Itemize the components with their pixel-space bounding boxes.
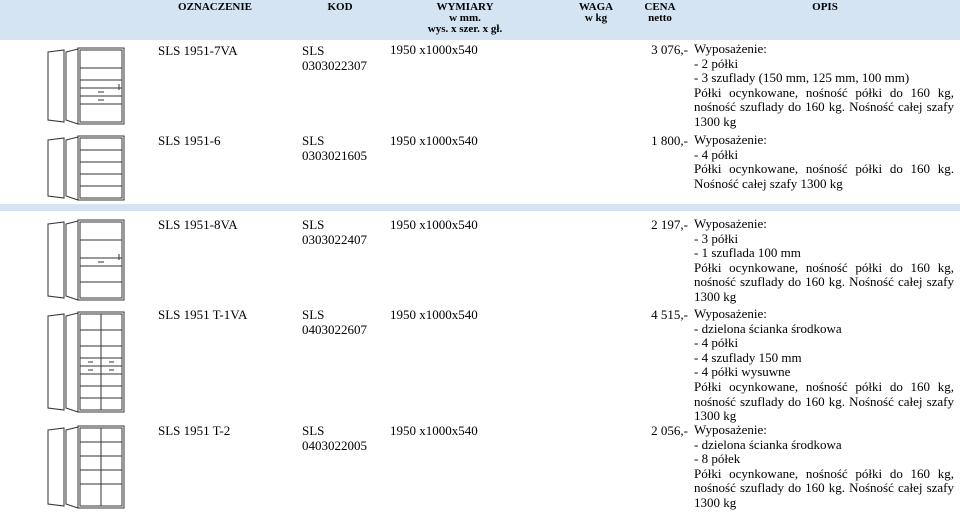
product-price: 2 056,- xyxy=(651,423,688,438)
product-code-prefix: SLS xyxy=(302,217,325,232)
product-price: 4 515,- xyxy=(651,307,688,322)
product-code-prefix: SLS xyxy=(302,423,325,438)
col-header-wymiary-line1: WYMIARY xyxy=(436,1,494,13)
col-header-cena-line1: CENA xyxy=(644,1,676,13)
desc-line: nośność szuflady do 160 kg. Nośność całej szafy xyxy=(694,393,954,409)
desc-line: 1300 kg xyxy=(694,494,737,510)
product-code xyxy=(302,307,367,337)
desc-line: 1300 kg xyxy=(694,288,737,304)
desc-line: - dzielona ścianka środkowa xyxy=(694,320,842,336)
product-name: SLS 1951-7VA xyxy=(158,43,238,58)
product-code-number: 0303022407 xyxy=(302,232,367,247)
product-row xyxy=(0,304,960,424)
desc-line: - 4 półki xyxy=(694,146,739,162)
product-code-number: 0403022607 xyxy=(302,322,367,337)
desc-line: - 4 półki xyxy=(694,335,739,351)
cabinet-drawer-icon xyxy=(46,218,126,302)
product-dimensions: 1950 x1000x540 xyxy=(390,133,478,148)
col-header-opis: OPIS xyxy=(812,1,838,13)
col-header-wymiary-line2: w mm. xyxy=(449,12,481,24)
product-name: SLS 1951-6 xyxy=(158,133,221,148)
desc-line: - 3 szuflady (150 mm, 125 mm, 100 mm) xyxy=(694,70,910,86)
desc-line: - 8 półek xyxy=(694,451,741,467)
desc-line: Nośność całej szafy 1300 kg xyxy=(694,175,843,191)
cabinet-shelves-icon xyxy=(46,134,126,202)
col-header-waga-line2: w kg xyxy=(584,12,608,24)
desc-line: nośność szuflady do 160 kg. Nośność całej szafy xyxy=(694,274,954,290)
desc-line: Półki ocynkowane, nośność półki do 160 kg, xyxy=(694,465,954,481)
product-dimensions: 1950 x1000x540 xyxy=(390,42,478,57)
product-name: SLS 1951-8VA xyxy=(158,217,238,232)
section-divider xyxy=(0,204,960,211)
desc-line: Półki ocynkowane, nośność półki do 160 kg, xyxy=(694,84,954,100)
product-dimensions: 1950 x1000x540 xyxy=(390,307,478,322)
product-price: 1 800,- xyxy=(651,133,688,148)
desc-line: 1300 kg xyxy=(694,408,737,424)
desc-line: nośność szuflady do 160 kg. Nośność całej szafy xyxy=(694,99,954,115)
product-price: 2 197,- xyxy=(651,217,688,232)
col-header-wymiary xyxy=(400,2,530,35)
product-dimensions: 1950 x1000x540 xyxy=(390,217,478,232)
col-header-waga xyxy=(566,2,626,24)
table-header xyxy=(0,0,960,40)
col-header-kod: KOD xyxy=(327,1,353,13)
product-description xyxy=(694,307,954,424)
product-description xyxy=(694,133,954,191)
col-header-oznaczenie: OZNACZENIE xyxy=(178,1,252,13)
desc-line: Wyposażenie: xyxy=(694,422,767,437)
cabinet-divided-drawers-icon xyxy=(46,310,126,414)
col-header-cena xyxy=(630,2,690,24)
product-code xyxy=(302,423,367,453)
desc-line: - 1 szuflada 100 mm xyxy=(694,245,801,261)
product-code-prefix: SLS xyxy=(302,307,325,322)
product-dimensions: 1950 x1000x540 xyxy=(390,423,478,438)
desc-line: Półki ocynkowane, nośność półki do 160 kg. xyxy=(694,161,954,177)
product-code-number: 0403022005 xyxy=(302,438,367,453)
product-name: SLS 1951 T-2 xyxy=(158,423,231,438)
desc-line: Wyposażenie: xyxy=(694,216,767,231)
product-code xyxy=(302,43,367,73)
product-code-number: 0303021605 xyxy=(302,148,367,163)
desc-line: - 3 półki xyxy=(694,230,739,246)
desc-line: Wyposażenie: xyxy=(694,306,767,321)
desc-line: Wyposażenie: xyxy=(694,132,767,147)
product-row xyxy=(0,420,960,512)
desc-line: - dzielona ścianka środkowa xyxy=(694,436,842,452)
product-code-prefix: SLS xyxy=(302,43,325,58)
product-code xyxy=(302,217,367,247)
desc-line: - 4 szuflady 150 mm xyxy=(694,349,802,365)
col-header-wymiary-line3: wys. x szer. x gł. xyxy=(427,23,503,35)
product-name: SLS 1951 T-1VA xyxy=(158,307,248,322)
product-code xyxy=(302,133,367,163)
product-price: 3 076,- xyxy=(651,42,688,57)
desc-line: 1300 kg xyxy=(694,113,737,129)
col-header-waga-line1: WAGA xyxy=(578,1,614,13)
product-description xyxy=(694,217,954,305)
desc-line: - 2 półki xyxy=(694,55,739,71)
col-header-cena-line2: netto xyxy=(648,12,672,24)
product-row xyxy=(0,40,960,130)
product-description xyxy=(694,42,954,130)
product-code-prefix: SLS xyxy=(302,133,325,148)
desc-line: Półki ocynkowane, nośność półki do 160 kg, xyxy=(694,378,954,394)
desc-line: Wyposażenie: xyxy=(694,41,767,56)
desc-line: Półki ocynkowane, nośność półki do 160 kg, xyxy=(694,259,954,275)
product-row xyxy=(0,130,960,202)
desc-line: nośność szuflady do 160 kg. Nośność całej szafy xyxy=(694,480,954,496)
cabinet-divided-shelves-icon xyxy=(46,424,126,510)
cabinet-drawers-icon xyxy=(46,46,126,126)
desc-line: - 4 półki wysuwne xyxy=(694,364,791,380)
product-description xyxy=(694,423,954,511)
product-code-number: 0303022307 xyxy=(302,58,367,73)
product-row xyxy=(0,214,960,304)
